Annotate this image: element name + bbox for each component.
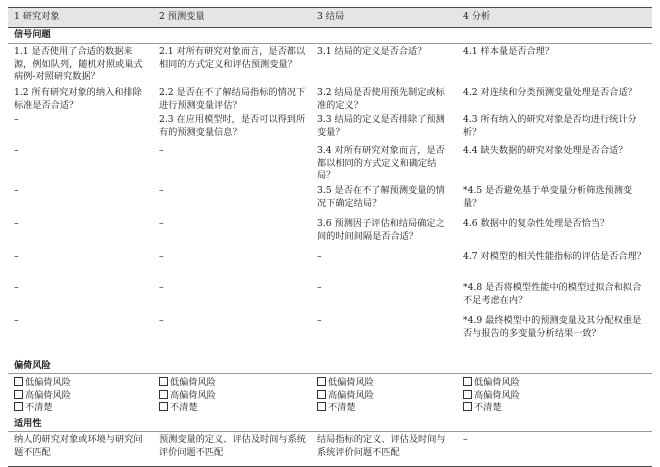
cell: 4.3 所有纳入的研究对象是否均进行统计分析？	[463, 114, 637, 138]
header-predictors: 2 预测变量	[153, 8, 311, 28]
checkbox-icon[interactable]	[463, 390, 472, 399]
risk-cell	[311, 373, 457, 417]
cell: *4.9 最终模型中的预测变量及其分配权重是否与报告的多变量分析结果一致？	[463, 314, 642, 339]
cell: 结局指标的定义、评估及时间与系统评价问题不匹配	[311, 431, 457, 466]
section-signal	[8, 28, 652, 44]
applicability-row	[8, 431, 652, 466]
checkbox-icon[interactable]	[14, 402, 23, 411]
risk-option[interactable]: 低偏倚风险	[159, 377, 307, 390]
signal-row	[8, 85, 652, 112]
cell: –	[14, 114, 19, 126]
cell: *4.5 是否避免基于单变量分析筛选预测变量？	[463, 184, 633, 209]
checkbox-icon[interactable]	[463, 402, 472, 411]
risk-option[interactable]: 低偏倚风险	[317, 377, 453, 390]
checkbox-icon[interactable]	[463, 377, 472, 386]
cell: –	[159, 145, 164, 157]
signal-row	[8, 44, 652, 86]
risk-option[interactable]: 低偏倚风险	[14, 377, 149, 390]
checkbox-icon[interactable]	[14, 377, 23, 386]
cell: –	[159, 184, 164, 196]
cell: –	[317, 281, 322, 293]
cell: 2.1 对所有研究对象而言，是否都以相同的方式定义和评估预测变量？	[159, 46, 306, 70]
section-bias	[8, 359, 652, 374]
cell: –	[14, 145, 19, 157]
section-applicability	[8, 417, 652, 432]
section-title: 适用性	[8, 417, 652, 432]
risk-option[interactable]: 高偏倚风险	[159, 390, 307, 403]
cell: *4.8 是否将模型性能中的模型过拟合和拟合不足考虑在内？	[463, 281, 642, 306]
checkbox-icon[interactable]	[317, 402, 326, 411]
risk-option[interactable]: 不清楚	[159, 402, 307, 415]
cell: 预测变量的定义、评估及时间与系统评价问题不匹配	[153, 431, 311, 466]
signal-row	[8, 280, 652, 313]
cell: –	[14, 184, 19, 196]
cell: 3.5 是否在不了解预测变量的情况下确定结局？	[317, 184, 445, 209]
header-participants: 1 研究对象	[8, 8, 153, 28]
risk-option[interactable]: 高偏倚风险	[317, 390, 453, 403]
cell: 1.2 所有研究对象的纳入和排除标准是否合适？	[14, 87, 142, 111]
cell: –	[317, 250, 322, 262]
checkbox-icon[interactable]	[159, 402, 168, 411]
risk-cell	[457, 373, 652, 417]
checkbox-icon[interactable]	[317, 377, 326, 386]
header-analysis: 4 分析	[457, 8, 652, 28]
checkbox-icon[interactable]	[317, 390, 326, 399]
cell: 3.2 结局是否使用预先制定或标准的定义？	[317, 87, 445, 111]
cell: –	[317, 314, 322, 326]
cell: 2.3 在应用模型时，是否可以得到所有的预测变量信息？	[159, 114, 306, 138]
risk-option[interactable]: 不清楚	[463, 402, 648, 415]
signal-row	[8, 216, 652, 249]
header-row	[8, 8, 652, 28]
cell: –	[159, 217, 164, 229]
cell: 3.6 预测因子评估和结局确定之间的时间间隔是否合适？	[317, 217, 445, 242]
cell: –	[14, 217, 19, 229]
cell: 4.7 对模型的相关性能指标的评估是否合理？	[463, 250, 646, 262]
section-title: 偏倚风险	[8, 359, 652, 374]
checkbox-icon[interactable]	[159, 377, 168, 386]
signal-row	[8, 112, 652, 143]
risk-option[interactable]: 低偏倚风险	[463, 377, 648, 390]
checkbox-icon[interactable]	[159, 390, 168, 399]
probast-table	[8, 7, 652, 467]
signal-row	[8, 249, 652, 280]
cell: 3.4 对所有研究对象而言，是否都以相同的方式定义和确定结局？	[317, 145, 445, 182]
risk-row	[8, 373, 652, 417]
risk-option[interactable]: 高偏倚风险	[463, 390, 648, 403]
header-outcome: 3 结局	[311, 8, 457, 28]
checkbox-icon[interactable]	[14, 390, 23, 399]
signal-row	[8, 313, 652, 359]
cell: 纳人的研究对象或环境与研究问题不匹配	[8, 431, 153, 466]
cell: 4.1 样本量是否合理？	[463, 46, 555, 57]
cell: 1.1 是否使用了合适的数据来源，例如队列，随机对照或巢式病例-对照研究数据？	[14, 46, 143, 83]
cell: –	[159, 314, 164, 326]
cell: 4.2 对连续和分类预测变量处理是否合适？	[463, 87, 637, 98]
cell: 4.4 缺失数据的研究对象处理是否合适？	[463, 145, 628, 157]
cell: –	[14, 314, 19, 326]
signal-row	[8, 143, 652, 183]
risk-option[interactable]: 不清楚	[317, 402, 453, 415]
signal-row	[8, 183, 652, 216]
cell: –	[14, 281, 19, 293]
cell: 2.2 是否在不了解结局指标的情况下进行预测变量评估？	[159, 87, 306, 111]
risk-option[interactable]: 不清楚	[14, 402, 149, 415]
cell: –	[457, 431, 652, 466]
risk-option[interactable]: 高偏倚风险	[14, 390, 149, 403]
cell: 3.3 结局的定义是否排除了预测变量？	[317, 114, 445, 138]
cell: –	[159, 281, 164, 293]
cell: –	[14, 250, 19, 262]
cell: 4.6 数据中的复杂性处理是否恰当？	[463, 217, 610, 229]
risk-cell	[153, 373, 311, 417]
section-title: 信号问题	[8, 28, 652, 44]
risk-cell	[8, 373, 153, 417]
cell: –	[159, 250, 164, 262]
cell: 3.1 结局的定义是否合适？	[317, 46, 427, 57]
